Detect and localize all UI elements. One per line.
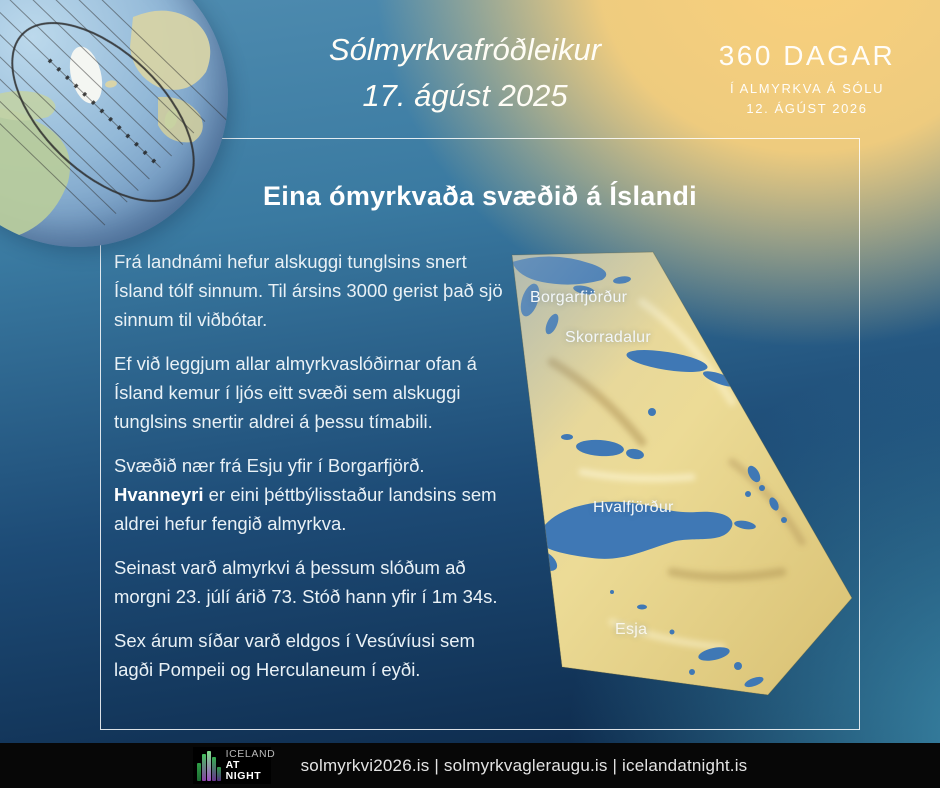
countdown-date: 12. ÁGÚST 2026 [746, 101, 868, 116]
paragraph-4: Seinast varð almyrkvi á þessum slóðum að morgni 23. júlí árið 73. Stóð hann yfir í 1m 34s. [114, 557, 498, 607]
logo-text [226, 749, 276, 782]
countdown-subtitle: Í ALMYRKVA Á SÓLU [729, 81, 885, 96]
paragraph-3 [114, 451, 512, 538]
relief-map [492, 242, 864, 712]
panel-heading: Eina ómyrkvaða svæðið á Íslandi [263, 181, 697, 211]
logo-line-2: AT NIGHT [225, 758, 262, 782]
paragraph-3-text-cont: er eini þéttbýlisstaður landsins sem aldrei hefur fengið almyrkva. [114, 484, 497, 534]
title-line-2: 17. ágúst 2025 [362, 78, 568, 113]
title-line-1: Sólmyrkvafróðleikur [328, 32, 602, 67]
countdown-days: 360 DAGAR [718, 40, 896, 71]
countdown-block [698, 40, 916, 116]
page-title [250, 34, 680, 111]
paragraph-1: Frá landnámi hefur alskuggi tunglsins snert Ísland tólf sinnum. Til ársins 3000 gerist það sjö sinnum til viðbótar. [114, 251, 503, 330]
footer-bar [0, 743, 940, 788]
footer-links: solmyrkvi2026.is | solmyrkvagleraugu.is | icelandatnight.is [300, 755, 748, 775]
aurora-icon [197, 751, 221, 781]
earth-globe-image [0, 0, 228, 247]
logo-line-1: ICELAND [225, 747, 276, 760]
paragraph-5: Sex árum síðar varð eldgos í Vesúvíusi sem lagði Pompeii og Herculaneum í eyði. [114, 630, 475, 680]
iceland-at-night-logo [193, 747, 276, 784]
body-text-column [114, 247, 512, 699]
map-label-hvalfjordur: Hvalfjörður [593, 499, 674, 516]
hvanneyri-highlight: Hvanneyri [114, 484, 204, 505]
paragraph-2: Ef við leggjum allar almyrkvaslóðirnar ofan á Ísland kemur í ljós eitt svæði sem alskuggi tunglsins snertir aldrei á þessu tímabili. [114, 353, 477, 432]
eclipse-path-lines [0, 0, 228, 247]
paragraph-3-text: Svæðið nær frá Esju yfir í Borgarfjörð. [114, 455, 425, 476]
map-label-skorradalur: Skorradalur [565, 329, 652, 346]
map-label-esja: Esja [615, 621, 648, 638]
map-label-borgarfjordur: Borgarfjörður [530, 289, 628, 306]
